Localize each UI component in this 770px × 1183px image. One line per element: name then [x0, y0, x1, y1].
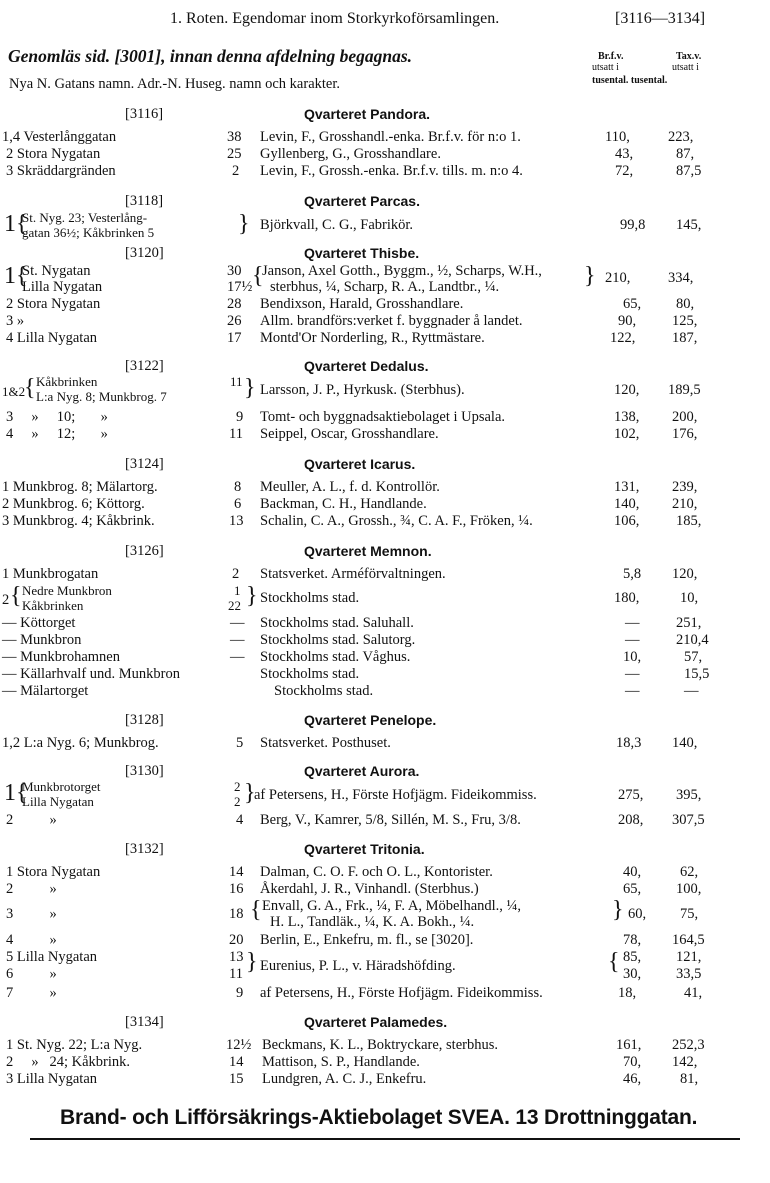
row-address-b: gatan 36½; Kåkbrinken 5	[22, 225, 155, 240]
row-tax: 125,	[672, 313, 698, 329]
row-number: 9	[236, 409, 244, 425]
row-address: — Munkbrohamnen	[2, 649, 120, 665]
row-brf: —	[625, 632, 640, 648]
row-number: —	[230, 615, 245, 631]
row-owner: af Petersens, H., Förste Hofjägm. Fideikommiss.	[260, 985, 543, 1001]
row-brf: 161,	[616, 1037, 642, 1053]
row-number: 15	[229, 1071, 244, 1087]
brace-right: }	[244, 780, 256, 806]
row-owner: Lundgren, A. C. J., Enkefru.	[262, 1071, 427, 1087]
block-name: Qvarteret Parcas.	[304, 193, 420, 209]
row-number: 17	[227, 330, 242, 346]
row-tax: 87,5	[676, 163, 702, 179]
row-tax: 185,	[676, 513, 702, 529]
row-address: 1,4 Vesterlånggatan	[2, 129, 117, 145]
brace-right: }	[244, 375, 256, 401]
block-name: Qvarteret Icarus.	[304, 456, 416, 472]
col-brfv-title: Br.f.v.	[598, 51, 624, 62]
row-owner: Schalin, C. A., Grossh., ¾, C. A. F., Fröken, ¼.	[260, 513, 533, 529]
row-tax: 120,	[672, 566, 698, 582]
row-tax: 251,	[676, 615, 702, 631]
row-number: 14	[229, 864, 244, 880]
row-tax: 62,	[680, 864, 699, 880]
row-owner: Tomt- och byggnadsaktiebolaget i Upsala.	[260, 409, 506, 425]
row-brf: 208,	[618, 812, 644, 828]
advertisement-banner: Brand- och Lifförsäkrings-Aktiebolaget SVEA. 13 Drottninggatan.	[60, 1106, 698, 1129]
row-number: 2	[232, 163, 240, 179]
row-tax: 142,	[672, 1054, 698, 1070]
row-address: 1 Munkbrog. 8; Mälartorg.	[2, 479, 158, 495]
block-name: Qvarteret Thisbe.	[304, 245, 420, 261]
row-brf: 78,	[623, 932, 642, 948]
row-owner-a: Janson, Axel Gotth., Byggm., ½, Scharps, W.H.,	[262, 263, 542, 279]
row-brf: —	[625, 666, 640, 682]
row-brf: 131,	[614, 479, 640, 495]
row-tax: 189,5	[668, 382, 701, 398]
col-taxv-sub: utsatt i	[672, 62, 699, 73]
row-address-b: Lilla Nygatan	[22, 279, 103, 295]
row-tax: 223,	[668, 129, 694, 145]
row-owner: Levin, F., Grossh.-enka. Br.f.v. tills. m. n:o 4.	[260, 163, 523, 179]
row-owner: Stockholms stad. Saluhall.	[260, 615, 414, 631]
row-brf: —	[625, 683, 640, 699]
brace-left: {	[608, 949, 620, 975]
row-brf: 99,8	[620, 217, 646, 233]
row-owner: Bendixson, Harald, Grosshandlare.	[260, 296, 464, 312]
row-brf: 65,	[623, 881, 642, 897]
row-address: 3 Munkbrog. 4; Kåkbrink.	[2, 513, 155, 529]
block-code: [3126]	[125, 543, 164, 559]
row-address: 4 »	[6, 932, 57, 948]
row-brf: 18,3	[616, 735, 642, 751]
footer-rule	[30, 1138, 740, 1140]
row-tax: 145,	[676, 217, 702, 233]
row-owner: Levin, F., Grosshandl.-enka. Br.f.v. för n:o 1.	[260, 129, 521, 145]
row-owner: af Petersens, H., Förste Hofjägm. Fideikommiss.	[254, 787, 537, 803]
row-number: 9	[236, 985, 244, 1001]
row-number: 13	[229, 513, 244, 529]
row-address: 3 »	[6, 313, 25, 329]
row-owner: Beckmans, K. L., Boktryckare, sterbhus.	[262, 1037, 498, 1053]
brace-left: {	[250, 897, 262, 923]
row-tax: 395,	[676, 787, 702, 803]
row-address-a: Munkbrotorget	[22, 779, 101, 794]
row-brf: 210,	[605, 270, 631, 286]
block-code: [3134]	[125, 1014, 164, 1030]
row-tax: 15,5	[684, 666, 710, 682]
block-code: [3122]	[125, 358, 164, 374]
row-address: 1,2 L:a Nyg. 6; Munkbrog.	[2, 735, 159, 751]
row-brf: 138,	[614, 409, 640, 425]
row-address: 2 »	[6, 881, 57, 897]
row-brf: 5,8	[623, 566, 642, 582]
row-number: 11	[229, 426, 243, 442]
brace-right: }	[584, 263, 596, 289]
row-number: 16	[229, 881, 244, 897]
row-brf: 18,	[618, 985, 637, 1001]
row-owner: Berlin, E., Enkefru, m. fl., se [3020].	[260, 932, 474, 948]
brace-left: {	[24, 375, 36, 401]
block-name: Qvarteret Pandora.	[304, 106, 431, 122]
row-number: 14	[229, 1054, 244, 1070]
brace-left: 1{	[4, 211, 28, 237]
row-tax: 334,	[668, 270, 694, 286]
row-tax: 239,	[672, 479, 698, 495]
block-code: [3128]	[125, 712, 164, 728]
row-brf-a: 85,	[623, 949, 642, 965]
row-brf: 46,	[623, 1071, 642, 1087]
row-address: 1 St. Nyg. 22; L:a Nyg.	[6, 1037, 143, 1053]
row-owner: Berg, V., Kamrer, 5/8, Sillén, M. S., Fru, 3/8.	[260, 812, 521, 828]
row-tax: 41,	[684, 985, 703, 1001]
row-address: 1 Munkbrogatan	[2, 566, 99, 582]
row-address: 1 Stora Nygatan	[6, 864, 101, 880]
row-number-b: 2	[234, 794, 241, 809]
column-headers: Nya N. Gatans namn. Adr.-N. Huseg. namn och karakter.	[9, 76, 341, 92]
row-address: 7 »	[6, 985, 57, 1001]
row-tax: —	[684, 683, 699, 699]
row-number-b: 11	[229, 966, 243, 982]
row-tax: 210,	[672, 496, 698, 512]
row-brf-b: 30,	[623, 966, 642, 982]
row-number: 11	[230, 374, 243, 389]
row-brf: 102,	[614, 426, 640, 442]
block-name: Qvarteret Penelope.	[304, 712, 437, 728]
row-address: 2 Munkbrog. 6; Köttorg.	[2, 496, 145, 512]
row-address: 3 » 10; »	[6, 409, 108, 425]
row-owner: Allm. brandförs:verket f. byggnader å landet.	[260, 313, 523, 329]
row-number: —	[230, 649, 245, 665]
block-code: [3116]	[125, 106, 164, 122]
row-lead: 2	[2, 592, 10, 608]
row-address: — Köttorget	[2, 615, 76, 631]
row-owner: Stockholms stad.	[260, 666, 360, 682]
row-brf: 120,	[614, 382, 640, 398]
row-owner: Stockholms stad. Våghus.	[260, 649, 411, 665]
row-number: 20	[229, 932, 244, 948]
row-address-a: 5 Lilla Nygatan	[6, 949, 98, 965]
row-brf: 122,	[610, 330, 636, 346]
page-title: 1. Roten. Egendomar inom Storkyrkoförsamlingen.	[170, 10, 500, 27]
row-address: 2 Stora Nygatan	[6, 296, 101, 312]
row-brf: 110,	[605, 129, 630, 145]
brace-right: }	[238, 211, 250, 237]
row-tax: 176,	[672, 426, 698, 442]
row-brf: 275,	[618, 787, 644, 803]
row-owner: Seippel, Oscar, Grosshandlare.	[260, 426, 439, 442]
row-owner: Stockholms stad. Salutorg.	[260, 632, 416, 648]
row-owner-a: Envall, G. A., Frk., ¼, F. A, Möbelhandl., ¼,	[262, 898, 522, 914]
row-address-b: L:a Nyg. 8; Munkbrog. 7	[36, 389, 167, 404]
block-name: Qvarteret Palamedes.	[304, 1014, 448, 1030]
col-units: tusental. tusental.	[592, 75, 668, 86]
row-address-a: Kåkbrinken	[36, 374, 98, 389]
row-brf: 180,	[614, 590, 640, 606]
row-owner: Stockholms stad.	[274, 683, 374, 699]
row-owner: Stockholms stad.	[260, 590, 360, 606]
block-code: [3124]	[125, 456, 164, 472]
row-number-b: 22	[228, 598, 241, 613]
row-address: 4 Lilla Nygatan	[6, 330, 98, 346]
brace-right: }	[246, 583, 258, 609]
row-tax: 164,5	[672, 932, 705, 948]
row-owner: Larsson, J. P., Hyrkusk. (Sterbhus).	[260, 382, 465, 398]
block-code: [3132]	[125, 841, 164, 857]
row-number: 6	[234, 496, 242, 512]
row-tax: 187,	[672, 330, 698, 346]
row-owner: Montd'Or Norderling, R., Ryttmästare.	[260, 330, 485, 346]
row-number: 2	[232, 566, 240, 582]
row-brf: 140,	[614, 496, 640, 512]
row-address: — Munkbron	[2, 632, 82, 648]
row-owner: Dalman, C. O. F. och O. L., Kontorister.	[260, 864, 493, 880]
row-tax: 10,	[680, 590, 699, 606]
row-brf: 40,	[623, 864, 642, 880]
block-name: Qvarteret Aurora.	[304, 763, 420, 779]
row-tax: 252,3	[672, 1037, 705, 1053]
row-address: 3 Skräddargränden	[6, 163, 116, 179]
row-number: 26	[227, 313, 242, 329]
block-code: [3120]	[125, 245, 164, 261]
block-code: [3130]	[125, 763, 164, 779]
usage-note: Genomläs sid. [3001], innan denna afdelning begagnas.	[8, 46, 413, 66]
row-owner: Björkvall, C. G., Fabrikör.	[260, 217, 414, 233]
row-brf: 43,	[615, 146, 634, 162]
row-brf: 72,	[615, 163, 634, 179]
row-address: 2 »	[6, 812, 57, 828]
row-tax: 140,	[672, 735, 698, 751]
brace-left: {	[252, 263, 264, 289]
row-tax: 75,	[680, 906, 699, 922]
brace-right: }	[612, 897, 624, 923]
row-brf: 65,	[623, 296, 642, 312]
row-number: 38	[227, 129, 242, 145]
brace-left: 1{	[4, 263, 28, 289]
row-address: — Källarhvalf und. Munkbron	[2, 666, 180, 682]
row-number-a: 30	[227, 263, 242, 279]
row-owner: Statsverket. Arméförvaltningen.	[260, 566, 446, 582]
row-address-b: 6 »	[6, 966, 57, 982]
row-number: 4	[236, 812, 244, 828]
row-address-a: St. Nygatan	[22, 263, 91, 279]
row-tax: 100,	[676, 881, 702, 897]
row-number: 28	[227, 296, 242, 312]
row-address-a: Nedre Munkbron	[22, 583, 112, 598]
row-number: 18	[229, 906, 244, 922]
row-tax: 307,5	[672, 812, 705, 828]
row-address: 3 »	[6, 906, 57, 922]
row-number-a: 1	[234, 583, 241, 598]
row-owner: Mattison, S. P., Handlande.	[262, 1054, 420, 1070]
row-tax: 81,	[680, 1071, 699, 1087]
row-owner: Statsverket. Posthuset.	[260, 735, 391, 751]
row-brf: 106,	[614, 513, 640, 529]
row-number-a: 13	[229, 949, 244, 965]
row-address-b: Kåkbrinken	[22, 598, 84, 613]
row-number-a: 2	[234, 779, 241, 794]
row-address-b: Lilla Nygatan	[22, 794, 94, 809]
row-tax: 210,4	[676, 632, 709, 648]
row-tax-a: 121,	[676, 949, 702, 965]
row-tax: 80,	[676, 296, 695, 312]
block-name: Qvarteret Dedalus.	[304, 358, 429, 374]
row-tax: 57,	[684, 649, 703, 665]
row-address-a: St. Nyg. 23; Vesterlång-	[22, 210, 148, 225]
row-number: 12½	[226, 1037, 252, 1053]
row-brf: 90,	[618, 313, 637, 329]
row-brf: 70,	[623, 1054, 642, 1070]
block-name: Qvarteret Tritonia.	[304, 841, 425, 857]
row-address: 4 » 12; »	[6, 426, 108, 442]
row-tax: 200,	[672, 409, 698, 425]
row-brf: 60,	[628, 906, 647, 922]
row-owner-b: H. L., Tandläk., ¼, K. A. Bokh., ¼.	[270, 914, 475, 930]
col-brfv-sub: utsatt i	[592, 62, 619, 73]
row-lead: 1&2	[2, 384, 26, 399]
row-owner-b: sterbhus, ¼, Scharp, R. A., Landtbr., ¼.	[270, 279, 500, 295]
row-owner: Gyllenberg, G., Grosshandlare.	[260, 146, 441, 162]
row-owner: Meuller, A. L., f. d. Kontrollör.	[260, 479, 440, 495]
row-owner: Backman, C. H., Handlande.	[260, 496, 427, 512]
col-taxv-title: Tax.v.	[676, 51, 702, 62]
brace-left: {	[10, 583, 22, 609]
row-brf: 10,	[623, 649, 642, 665]
row-tax: 87,	[676, 146, 695, 162]
row-address: 3 Lilla Nygatan	[6, 1071, 98, 1087]
block-name: Qvarteret Memnon.	[304, 543, 432, 559]
row-number: 25	[227, 146, 242, 162]
row-number: 8	[234, 479, 242, 495]
row-number: —	[230, 632, 245, 648]
row-brf: —	[625, 615, 640, 631]
row-address: — Mälartorget	[2, 683, 89, 699]
block-code: [3118]	[125, 193, 164, 209]
row-owner: Eurenius, P. L., v. Häradshöfding.	[260, 958, 456, 974]
row-number-b: 17½	[227, 279, 253, 295]
row-address: 2 » 24; Kåkbrink.	[6, 1054, 131, 1070]
row-address: 2 Stora Nygatan	[6, 146, 101, 162]
brace-right: }	[246, 949, 258, 975]
row-owner: Åkerdahl, J. R., Vinhandl. (Sterbhus.)	[260, 881, 479, 897]
row-number: 5	[236, 735, 244, 751]
page-range: [3116—3134]	[615, 10, 706, 27]
row-tax-b: 33,5	[676, 966, 702, 982]
brace-left: 1{	[4, 780, 28, 806]
